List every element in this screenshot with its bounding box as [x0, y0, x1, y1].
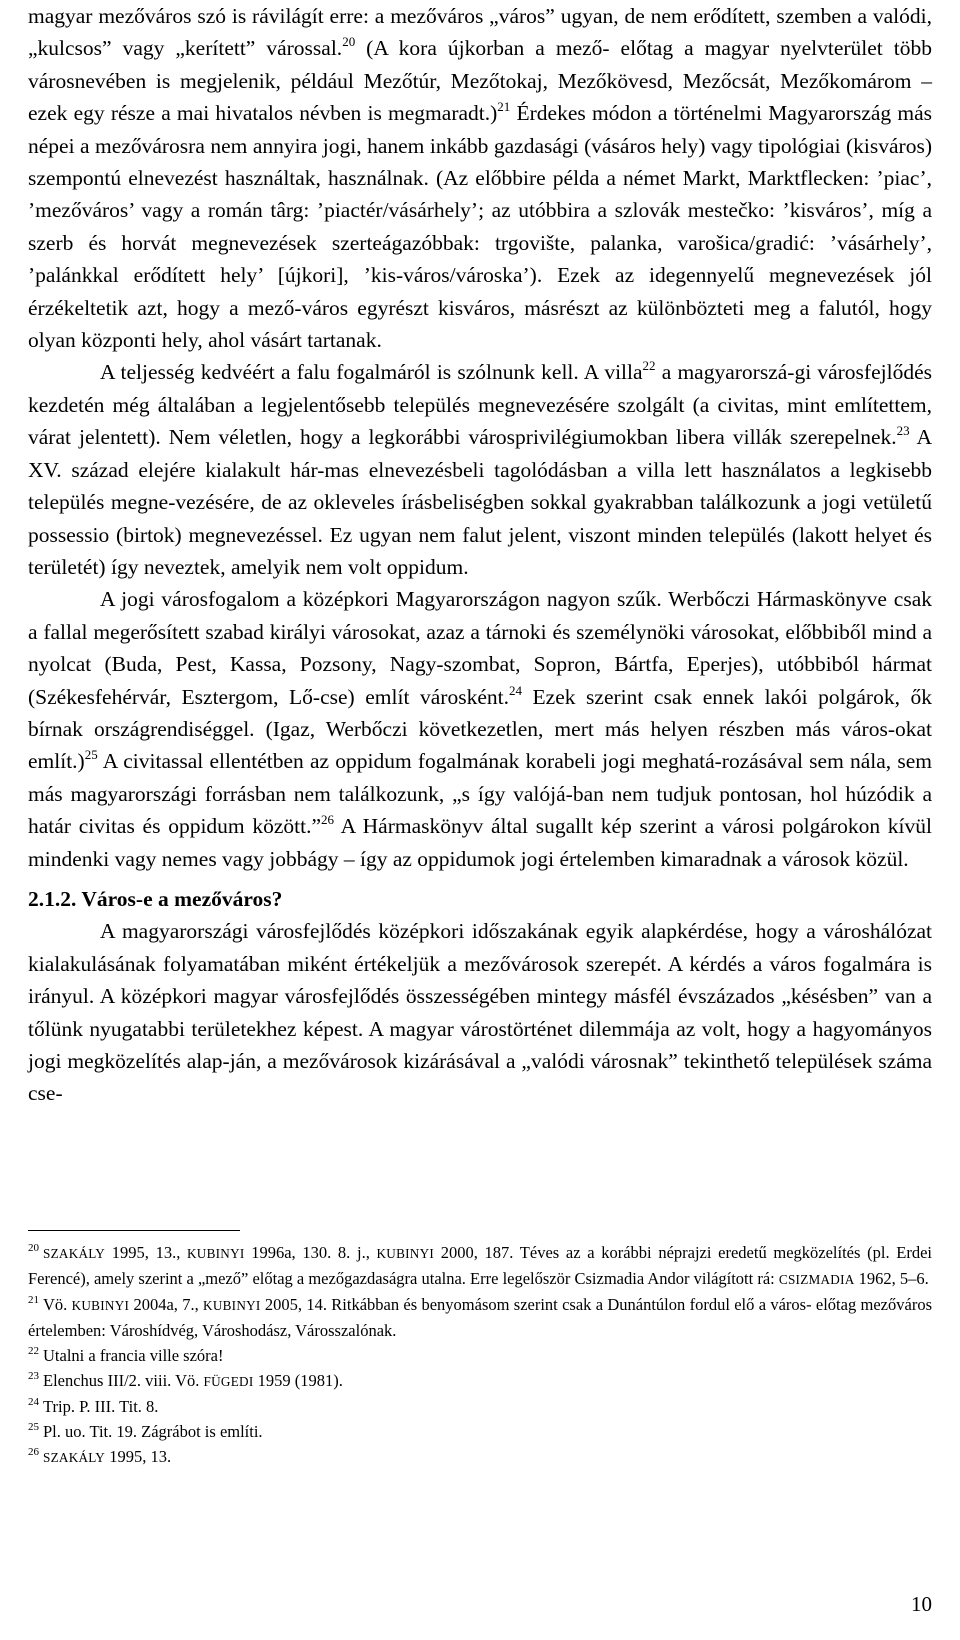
footnote-ref-24[interactable]: 24 [508, 682, 522, 698]
footnote-ref-20[interactable]: 20 [342, 34, 356, 50]
footnote-ref-21[interactable]: 21 [497, 99, 511, 115]
paragraph-text: Érdekes módon a történelmi Magyarország más népei a mezővárosra nem annyira jogi, hanem inkább gazdasági (vásáros hely) vagy tipológiai (kisváros) szempontú elnevezést használtak, használnak. (Az előbbire példa a német Markt, Marktflecken: ’piac’, ’mezőváros’ vagy a román târg: ’piactér/vásárhely’; az utóbbira a szlovák mestečko: ’kisváros’, míg a szerb és horvát megnevezések szerteágazóbbak: trgovište, palanka, varošica/gradić: ’vásárhely’, ’palánkkal erődített hely’ [újkori], ’kis-város/városka’). Ezek az idegennyelű megnevezések jól érzékeltetik azt, hogy a mező-város egyrészt kisváros, másrészt az különbözteti meg a falutól, hogy olyan központi hely, ahol vásárt tartanak. [28, 101, 933, 353]
footnote-26 [28, 1444, 932, 1470]
footnote-author: KUBINYI [187, 1246, 245, 1261]
footnote-text: Trip. P. III. Tit. 8. [43, 1397, 159, 1416]
footnote-text: 2005, 14. Ritkábban és benyomásom szerint csak a Dunántúlon fordul elő a város- előtag mezőváros értelemben: Városhídvég, Városhodász, Városszalónak. [28, 1295, 932, 1340]
section-heading: 2.1.2. Város-e a mezőváros? [28, 886, 283, 911]
paragraph-text: (A kora újkorban a mező- előtag a magyar nyelvterület több városnevében is megjelenik, például Mezőtúr, Mezőtokaj, Mezőkövesd, Mezőcsát, Mezőkomárom – ezek egy része a mai hivatalos névben is megmaradt.) [28, 36, 933, 126]
footnote-ref-23[interactable]: 23 [896, 423, 910, 439]
footnote-author: FÜGEDI [203, 1374, 254, 1389]
footnote-number: 21 [28, 1294, 39, 1306]
page-body [28, 0, 932, 1110]
footnote-text: Utalni a francia ville szóra! [43, 1346, 224, 1365]
footnote-separator [28, 1230, 240, 1231]
footnote-number: 23 [28, 1370, 39, 1382]
footnotes [28, 1240, 932, 1470]
footnote-23 [28, 1368, 932, 1394]
body-text [28, 0, 932, 1110]
footnote-text: Pl. uo. Tit. 19. Zágrábot is említi. [43, 1422, 263, 1441]
footnote-text: 1996a, 130. 8. j., [244, 1243, 377, 1262]
footnote-text: 1995, 13. [105, 1447, 172, 1466]
paragraph-1 [28, 0, 932, 356]
footnote-22 [28, 1343, 932, 1368]
footnote-ref-26[interactable]: 26 [321, 812, 335, 828]
footnote-text: 1959 (1981). [253, 1371, 343, 1390]
footnote-number: 24 [28, 1396, 39, 1408]
footnote-text: 2000, 187. Téves az a korábbi néprajzi eredetű megközelítés (pl. Erdei Ferencé), amely szerint a „mező” előtag a mezőgazdaságra utalna. Erre legelőször Csizmadia Andor világított rá: [28, 1243, 932, 1288]
footnote-text: 2004a, 7., [129, 1295, 204, 1314]
footnote-25 [28, 1419, 932, 1444]
paragraph-4 [28, 915, 932, 1109]
footnote-author: KUBINYI [203, 1298, 261, 1313]
footnote-author: KUBINYI [376, 1246, 435, 1261]
paragraph-text: a magyarorszá-gi városfejlődés kezdetén még általában a legjelentősebb település megnevezésére szolgált (a civitas, mint említettem, várat jelentett). Nem véletlen, hogy a legkorábbi városprivilégiumokban libera villák szerepelnek. [28, 360, 932, 450]
footnote-ref-25[interactable]: 25 [84, 747, 98, 763]
footnote-author: SZAKÁLY [43, 1450, 106, 1465]
paragraph-3 [28, 583, 932, 875]
footnote-text: Elenchus III/2. viii. Vö. [43, 1371, 204, 1390]
footnote-text: Vö. [43, 1295, 72, 1314]
footnote-number: 20 [28, 1242, 39, 1254]
footnote-author: CSIZMADIA [778, 1272, 855, 1287]
footnote-author: KUBINYI [71, 1298, 130, 1313]
paragraph-text: Ezek szerint csak ennek lakói polgárok, ők bírnak országrendiséggel. (Igaz, Werbőczi következetlen, mert más helyen részben más város-okat említ.) [28, 684, 933, 774]
paragraph-text: A teljesség kedvéért a falu fogalmáról is szólnunk kell. A villa [100, 360, 643, 385]
paragraph-text: A jogi városfogalom a középkori Magyarországon nagyon szűk. Werbőczi Hármaskönyve csak a fallal megerősített szabad királyi városokat, azaz a tárnoki és személynöki városokat, előbbiből mind a nyolcat (Buda, Pest, Kassa, Pozsony, Nagy-szombat, Sopron, Bártfa, Eperjes), utóbbiból hármat (Székesfehérvár, Esztergom, Lő-cse) említ városként. [28, 587, 932, 709]
page-number: 10 [911, 1592, 932, 1616]
footnote-number: 26 [28, 1446, 39, 1458]
footnote-text: 1995, 13., [105, 1243, 188, 1262]
paragraph-text: A magyarországi városfejlődés középkori időszakának egyik alapkérdése, hogy a városhálózat kialakulásának folyamatában miként értékeljük a mezővárosok szerepét. A kérdés a város fogalmára is irányul. A középkori magyar városfejlődés összességében mintegy másfél évszázados „késésben” van a tőlünk nyugatabbi területekhez képest. A magyar várostörténet dilemmája az volt, hogy a hagyományos jogi megközelítés alap-ján, a mezővárosok kizárásával a „valódi városnak” tekinthető települések száma cse- [28, 919, 932, 1106]
footnote-author: SZAKÁLY [43, 1246, 106, 1261]
footnote-number: 25 [28, 1421, 39, 1433]
footnote-24 [28, 1394, 932, 1419]
paragraph-text: magyar mezőváros szó is rávilágít erre: a mezőváros „város” ugyan, de nem erődített, szemben a valódi, „kulcsos” vagy „kerített” várossal. [28, 4, 932, 61]
footnote-text: 1962, 5–6. [854, 1269, 929, 1288]
paragraph-text: A civitassal ellentétben az oppidum fogalmának korabeli jogi meghatá-rozásával sem nála, sem más magyarországi forrásban nem találkozunk, „s így valójá-ban nem tudjuk pontosan, hol húzódik a határ civitas és oppidum között.” [28, 749, 932, 839]
footnote-21 [28, 1292, 932, 1343]
footnote-number: 22 [28, 1345, 39, 1357]
paragraph-2 [28, 356, 932, 583]
footnote-ref-22[interactable]: 22 [642, 358, 656, 374]
paragraph-text: A XV. század elejére kialakult hár-mas elnevezésbeli tagolódásban a villa lett használatos a legkisebb település megne-vezésére, de az okleveles írásbeliségben sokkal gyakrabban találkozunk a jogi vetületű possessio (birtok) megnevezéssel. Ez ugyan nem falut jelent, viszont minden település (lakott helyet és területét) így neveztek, amelyik nem volt oppidum. [28, 425, 932, 579]
footnote-20 [28, 1240, 932, 1292]
paragraph-text: A Hármaskönyv által sugallt kép szerint a városi polgárokon kívül mindenki vagy nemes vagy jobbágy – így az oppidumok jogi értelemben kimaradnak a városok közül. [28, 814, 932, 871]
